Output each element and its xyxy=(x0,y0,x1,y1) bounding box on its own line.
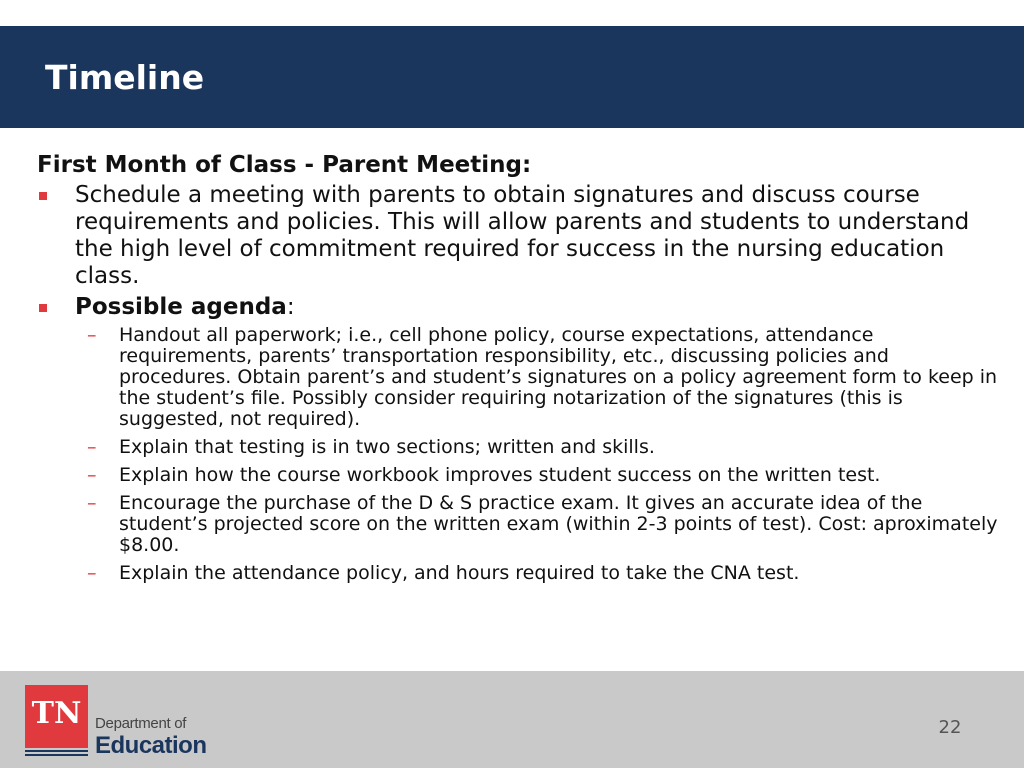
tn-education-logo xyxy=(25,685,215,760)
sub-bullet-text: Encourage the purchase of the D & S practice exam. It gives an accurate idea of the student’s projected score on the written exam (within 2-3 points of test). Cost: aproximately $8.00. xyxy=(119,492,998,556)
tn-logo-mark: TN xyxy=(31,696,82,731)
sub-bullet-text: Explain how the course workbook improves student success on the written test. xyxy=(119,464,881,486)
sub-bullet-item xyxy=(37,493,1007,556)
sub-bullet-item xyxy=(37,437,1007,458)
bullet-bold-text: Possible agenda xyxy=(75,294,287,320)
section-heading: First Month of Class - Parent Meeting: xyxy=(37,152,532,178)
sub-bullet-text: Explain the attendance policy, and hours required to take the CNA test. xyxy=(119,562,800,584)
bullet-item xyxy=(37,294,1007,321)
slide-content xyxy=(37,150,1007,591)
bullet-text: Schedule a meeting with parents to obtain signatures and discuss course requirements and policies. This will allow parents and students to understand the high level of commitment required for success in the nursing education class. xyxy=(75,182,970,289)
logo-department-text: Department of xyxy=(95,715,187,732)
slide-title: Timeline xyxy=(45,58,205,97)
tn-logo-box xyxy=(25,685,88,748)
square-bullet-icon xyxy=(39,304,47,312)
sub-bullet-text: Handout all paperwork; i.e., cell phone policy, course expectations, attendance requirements, parents’ transportation responsibility, etc., discussing policies and procedures. Obtain parent’s and student’s signatures on a policy agreement form to keep in the student’s file. Possibly consider requiring notarization of the signatures (this is suggested, not required). xyxy=(119,324,998,430)
square-bullet-icon xyxy=(39,192,47,200)
logo-underline-icon xyxy=(25,750,88,756)
page-number: 22 xyxy=(938,717,962,738)
sub-bullet-item xyxy=(37,325,1007,430)
sub-bullet-text: Explain that testing is in two sections; written and skills. xyxy=(119,436,655,458)
dash-icon: – xyxy=(87,562,97,584)
logo-education-text: Education xyxy=(95,732,207,759)
dash-icon: – xyxy=(87,436,97,458)
sub-bullet-item xyxy=(37,563,1007,584)
dash-icon: – xyxy=(87,464,97,486)
bullet-item xyxy=(37,182,1007,290)
dash-icon: – xyxy=(87,324,97,346)
dash-icon: – xyxy=(87,492,97,514)
sub-bullet-item xyxy=(37,465,1007,486)
bullet-text-suffix: : xyxy=(286,294,295,320)
